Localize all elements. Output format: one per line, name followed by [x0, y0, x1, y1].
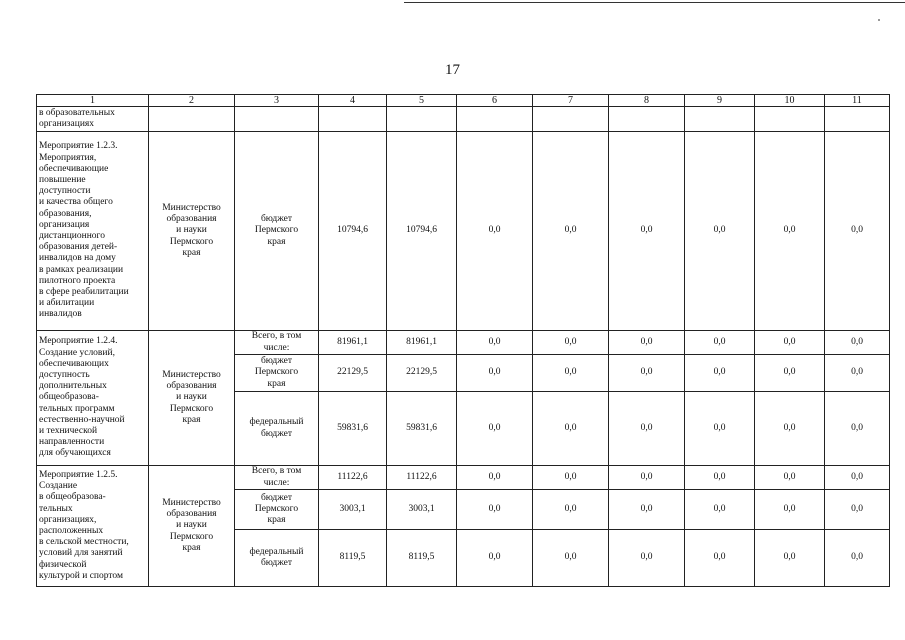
- amount-cell: 0,0: [755, 490, 825, 530]
- amount-cell: 10794,6: [319, 132, 387, 331]
- measure-name-line: направленности: [39, 437, 105, 448]
- column-number: 2: [149, 95, 235, 107]
- amount-cell: 22129,5: [387, 355, 457, 392]
- funding-source-line: края: [267, 378, 286, 389]
- executor-line: Пермского: [169, 236, 214, 247]
- funding-source-cell: [235, 530, 319, 587]
- empty-cell: [149, 107, 235, 132]
- amount-cell: 0,0: [609, 331, 685, 355]
- amount-cell: 0,0: [609, 132, 685, 331]
- measure-name-line: общеобразова-: [39, 392, 99, 403]
- measure-name-line: и качества общего: [39, 197, 113, 208]
- executor-line: края: [182, 542, 201, 553]
- funding-source-line: Пермского: [254, 503, 299, 514]
- amount-cell: 0,0: [755, 132, 825, 331]
- amount-cell: 0,0: [825, 355, 890, 392]
- funding-source-line: Всего, в том: [251, 466, 302, 477]
- amount-cell: 81961,1: [387, 331, 457, 355]
- executor-line: образования: [166, 509, 217, 520]
- top-rule: [404, 2, 905, 3]
- column-number: 10: [755, 95, 825, 107]
- measure-name: [37, 132, 149, 331]
- executor-cell: [149, 331, 235, 466]
- empty-cell: [825, 107, 890, 132]
- amount-cell: 0,0: [755, 392, 825, 466]
- funding-source-line: бюджет: [260, 492, 293, 503]
- column-number: 8: [609, 95, 685, 107]
- amount-cell: 0,0: [609, 530, 685, 587]
- measure-name-line: расположенных: [39, 526, 104, 536]
- amount-cell: 59831,6: [319, 392, 387, 466]
- measure-name-line: организациях,: [39, 514, 97, 525]
- executor-line: края: [182, 414, 201, 425]
- amount-cell: 0,0: [533, 355, 609, 392]
- amount-cell: 8119,5: [387, 530, 457, 587]
- empty-cell: [457, 107, 533, 132]
- measure-name-line: Мероприятие 1.2.4.: [39, 336, 118, 347]
- amount-cell: 8119,5: [319, 530, 387, 587]
- amount-cell: 0,0: [457, 331, 533, 355]
- measure-name-line: условий для занятий: [39, 548, 123, 559]
- amount-cell: 0,0: [685, 132, 755, 331]
- scan-artifact: [878, 19, 880, 21]
- amount-cell: 0,0: [755, 466, 825, 490]
- measure-name-line: Мероприятия,: [39, 152, 97, 163]
- amount-cell: 0,0: [685, 392, 755, 466]
- amount-cell: 11122,6: [319, 466, 387, 490]
- amount-cell: 10794,6: [387, 132, 457, 331]
- measure-name-line: в сфере реабилитации: [39, 287, 129, 298]
- measure-name-line: Создание: [39, 481, 78, 492]
- funding-source-line: края: [267, 236, 286, 247]
- executor-line: образования: [166, 214, 217, 225]
- executor-line: и науки: [176, 225, 207, 236]
- amount-cell: 0,0: [685, 466, 755, 490]
- amount-cell: 3003,1: [319, 490, 387, 530]
- measure-name-line: дополнительных: [39, 381, 107, 392]
- continuation-row: [37, 107, 890, 132]
- measure-name-line: образования,: [39, 208, 92, 219]
- column-number: 6: [457, 95, 533, 107]
- measure-name-line: в сельской местности,: [39, 537, 129, 548]
- amount-cell: 0,0: [457, 392, 533, 466]
- funding-source-cell: [235, 132, 319, 331]
- funding-source-line: Пермского: [254, 225, 299, 236]
- amount-cell: 0,0: [609, 466, 685, 490]
- executor-line: края: [182, 247, 201, 258]
- measure-name-line: обеспечивающих: [39, 358, 109, 369]
- measure-name-line: естественно-научной: [39, 414, 125, 425]
- funding-source-line: края: [267, 515, 286, 526]
- funding-source-line: бюджет: [260, 558, 293, 568]
- amount-cell: 0,0: [825, 490, 890, 530]
- amount-cell: 81961,1: [319, 331, 387, 355]
- executor-cell: [149, 466, 235, 587]
- amount-cell: 0,0: [755, 530, 825, 587]
- measure-name-line: образования детей-: [39, 242, 118, 253]
- measure-name-line: повышение: [39, 174, 86, 185]
- amount-cell: 0,0: [685, 355, 755, 392]
- measure-name-line: обеспечивающие: [39, 163, 109, 174]
- amount-cell: 0,0: [825, 331, 890, 355]
- funding-source-line: Всего, в том: [251, 331, 302, 342]
- funding-source-line: федеральный: [249, 417, 304, 428]
- column-number: 3: [235, 95, 319, 107]
- amount-cell: 22129,5: [319, 355, 387, 392]
- funding-source-line: бюджет: [260, 428, 293, 439]
- measure-name-line: тельных программ: [39, 403, 115, 414]
- budget-table: [36, 94, 890, 587]
- executor-line: Министерство: [162, 369, 221, 380]
- funding-source-line: федеральный: [249, 546, 304, 557]
- funding-source-line: бюджет: [260, 356, 293, 367]
- measure-name-line: доступности: [39, 186, 91, 197]
- amount-cell: 0,0: [685, 490, 755, 530]
- funding-source-cell: [235, 490, 319, 530]
- executor-line: Пермского: [169, 403, 214, 414]
- column-number: 4: [319, 95, 387, 107]
- executor-line: Министерство: [162, 497, 221, 508]
- empty-cell: [387, 107, 457, 132]
- amount-cell: 0,0: [533, 331, 609, 355]
- empty-cell: [533, 107, 609, 132]
- measure-name-line: Мероприятие 1.2.5.: [39, 469, 118, 480]
- measure-name-line: доступность: [39, 369, 90, 380]
- measure-name: [37, 331, 149, 466]
- measure-name-line: для обучающихся: [39, 448, 111, 459]
- funding-source-line: бюджет: [260, 214, 293, 225]
- amount-cell: 0,0: [533, 490, 609, 530]
- column-number: 11: [825, 95, 890, 107]
- amount-cell: 3003,1: [387, 490, 457, 530]
- executor-line: Министерство: [162, 202, 221, 213]
- amount-cell: 0,0: [533, 392, 609, 466]
- amount-cell: 0,0: [685, 530, 755, 587]
- measure-name-line: инвалидов на дому: [39, 253, 116, 264]
- amount-cell: 0,0: [755, 331, 825, 355]
- amount-cell: 11122,6: [387, 466, 457, 490]
- measure-name-line: инвалидов: [39, 309, 82, 320]
- empty-cell: [755, 107, 825, 132]
- executor-line: и науки: [176, 392, 207, 403]
- amount-cell: 0,0: [533, 132, 609, 331]
- executor-line: образования: [166, 381, 217, 392]
- funding-source-line: Пермского: [254, 367, 299, 378]
- column-number: 7: [533, 95, 609, 107]
- column-number: 5: [387, 95, 457, 107]
- amount-cell: 0,0: [609, 392, 685, 466]
- measure-name-line: в рамках реализации: [39, 264, 124, 275]
- measure-row: [37, 466, 890, 490]
- amount-cell: 0,0: [825, 466, 890, 490]
- amount-cell: 0,0: [457, 490, 533, 530]
- amount-cell: 59831,6: [387, 392, 457, 466]
- measure-name-line: пилотного проекта: [39, 275, 116, 286]
- measure-name-line: культурой и спортом: [39, 570, 124, 581]
- funding-source-line: числе:: [263, 477, 290, 488]
- amount-cell: 0,0: [457, 466, 533, 490]
- amount-cell: 0,0: [457, 132, 533, 331]
- funding-source-cell: [235, 355, 319, 392]
- measure-name-line: Мероприятие 1.2.3.: [39, 141, 118, 152]
- executor-line: Пермского: [169, 531, 214, 542]
- amount-cell: 0,0: [755, 355, 825, 392]
- measure-name-line: Создание условий,: [39, 347, 115, 358]
- measure-row: [37, 132, 890, 331]
- amount-cell: 0,0: [457, 355, 533, 392]
- amount-cell: 0,0: [609, 355, 685, 392]
- measure-name: [37, 466, 149, 587]
- amount-cell: 0,0: [825, 392, 890, 466]
- column-number-row: [37, 95, 890, 107]
- amount-cell: 0,0: [609, 490, 685, 530]
- empty-cell: [609, 107, 685, 132]
- page-number: 17: [445, 62, 460, 78]
- measure-name-line: и абилитации: [39, 298, 95, 309]
- funding-source-cell: [235, 392, 319, 466]
- measure-name-line: физической: [39, 559, 87, 570]
- empty-cell: [319, 107, 387, 132]
- measure-name: в образовательных организациях: [37, 107, 149, 132]
- measure-name-line: в общеобразова-: [39, 492, 106, 503]
- funding-source-cell: [235, 466, 319, 490]
- empty-cell: [685, 107, 755, 132]
- measure-row: [37, 331, 890, 355]
- column-number: 9: [685, 95, 755, 107]
- amount-cell: 0,0: [685, 331, 755, 355]
- measure-name-line: организация: [39, 219, 90, 230]
- measure-name-line: дистанционного: [39, 231, 105, 241]
- amount-cell: 0,0: [533, 466, 609, 490]
- amount-cell: 0,0: [533, 530, 609, 587]
- measure-name-line: и технической: [39, 426, 98, 436]
- amount-cell: 0,0: [825, 530, 890, 587]
- funding-source-line: числе:: [263, 342, 290, 353]
- funding-source-cell: [235, 331, 319, 355]
- amount-cell: 0,0: [825, 132, 890, 331]
- executor-line: и науки: [176, 520, 207, 531]
- executor-cell: [149, 132, 235, 331]
- column-number: 1: [37, 95, 149, 107]
- empty-cell: [235, 107, 319, 132]
- amount-cell: 0,0: [457, 530, 533, 587]
- measure-name-line: тельных: [39, 503, 73, 514]
